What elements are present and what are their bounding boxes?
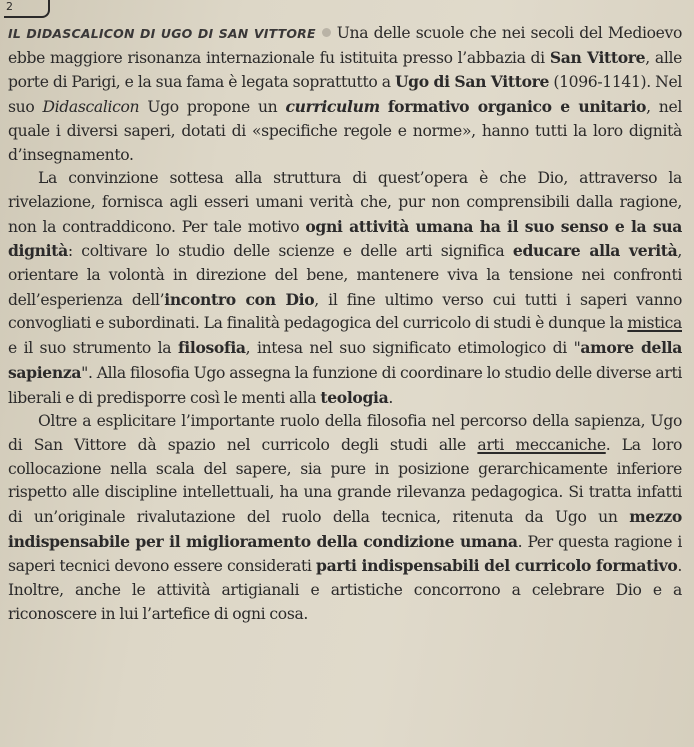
- paragraph-3: [8, 410, 682, 626]
- page-corner-tab: [4, 0, 50, 18]
- text-run: filosofia: [177, 338, 246, 358]
- text-run: , alle porte di Parigi, e la sua fama è legata soprattutto a: [8, 48, 682, 92]
- text-run: , nel quale i diversi saperi, dotati di «specifiche regole e norme», hanno tutti la loro dignità d’insegnamento.: [8, 98, 682, 164]
- text-run: Didascalicon: [42, 98, 140, 117]
- text-run: teologia: [320, 387, 389, 407]
- paragraph-1: [8, 22, 682, 167]
- text-run: Ugo propone un: [139, 98, 286, 117]
- text-run: Una delle scuole che nei secoli del Medioevo ebbe maggiore risonanza internazionale fu istituita presso l’abbazia di: [8, 24, 683, 67]
- text-run: educare alla verità: [512, 241, 678, 261]
- text-run: ogni attività umana ha il suo senso e la sua dignità: [8, 216, 683, 261]
- text-run: parti indispensabili del curricolo formativo: [316, 556, 678, 576]
- text-run: , intesa nel suo significato etimologico di ": [245, 339, 581, 358]
- text-run: curriculum: [285, 97, 380, 117]
- text-run: San Vittore: [549, 47, 646, 67]
- text-run: mezzo indispensabile per il miglioramento della condizione umana: [8, 507, 682, 551]
- text-run: e il suo strumento la: [8, 339, 178, 358]
- corner-mark-label: 2: [6, 0, 13, 13]
- textbook-page: [4, 0, 688, 747]
- text-run: . Inoltre, anche le attività artigianali e artistiche concorrono a celebrare Dio e a riconoscere in lui l’artefice di ogni cosa.: [8, 557, 682, 623]
- text-run: [380, 98, 388, 116]
- body-text: [8, 22, 682, 627]
- text-run: . La loro collocazione nella scala del sapere, sia pure in posizione gerarchicamente inferiore rispetto alle discipline intellettuali, ha una grande rilevanza pedagogica. Si tratta infatti di un’originale rivalutazione del ruolo della tecnica, ritenuta da Ugo un: [8, 435, 682, 527]
- text-run: : coltivare lo studio delle scienze e delle arti significa: [67, 242, 513, 261]
- text-run: amore della sapienza: [8, 338, 683, 382]
- text-run: mistica: [627, 314, 682, 333]
- text-run: , il fine ultimo verso cui tutti i saperi vanno convogliati e subordinati. La finalità pedagogica del curricolo di studi è dunque la: [8, 290, 683, 333]
- section-heading: IL DIDASCALICON DI UGO DI SAN VITTORE: [8, 26, 316, 41]
- text-run: ". Alla filosofia Ugo assegna la funzione di coordinare lo studio delle diverse arti liberali e di predisporre così le menti alla: [8, 363, 682, 407]
- text-run: Ugo di San Vittore: [394, 72, 550, 92]
- text-run: Oltre a esplicitare l’importante ruolo della filosofia nel percorso della sapienza, Ugo di San Vittore dà spazio nel curricolo degli studi alle: [8, 412, 682, 454]
- bullet-icon: [322, 28, 331, 37]
- text-run: .: [388, 388, 393, 407]
- text-run: La convinzione sottesa alla struttura di quest’opera è che Dio, attraverso la rivelazione, fornisca agli esseri umani verità che, pur non comprensibili dalla ragione, non la contraddicono. Per tale motivo: [8, 169, 682, 236]
- text-run: , orientare la volontà in direzione del bene, mantenere viva la tensione nei confronti dell’esperienza dell’: [8, 242, 682, 309]
- text-run: arti meccaniche: [477, 435, 606, 454]
- paragraph-2: [8, 167, 682, 410]
- text-run: formativo organico e unitario: [387, 97, 647, 117]
- text-run: . Per questa ragione i saperi tecnici devono essere considerati: [8, 532, 682, 576]
- text-run: (1096-1141). Nel suo: [8, 73, 682, 117]
- text-run: incontro con Dio: [164, 289, 315, 309]
